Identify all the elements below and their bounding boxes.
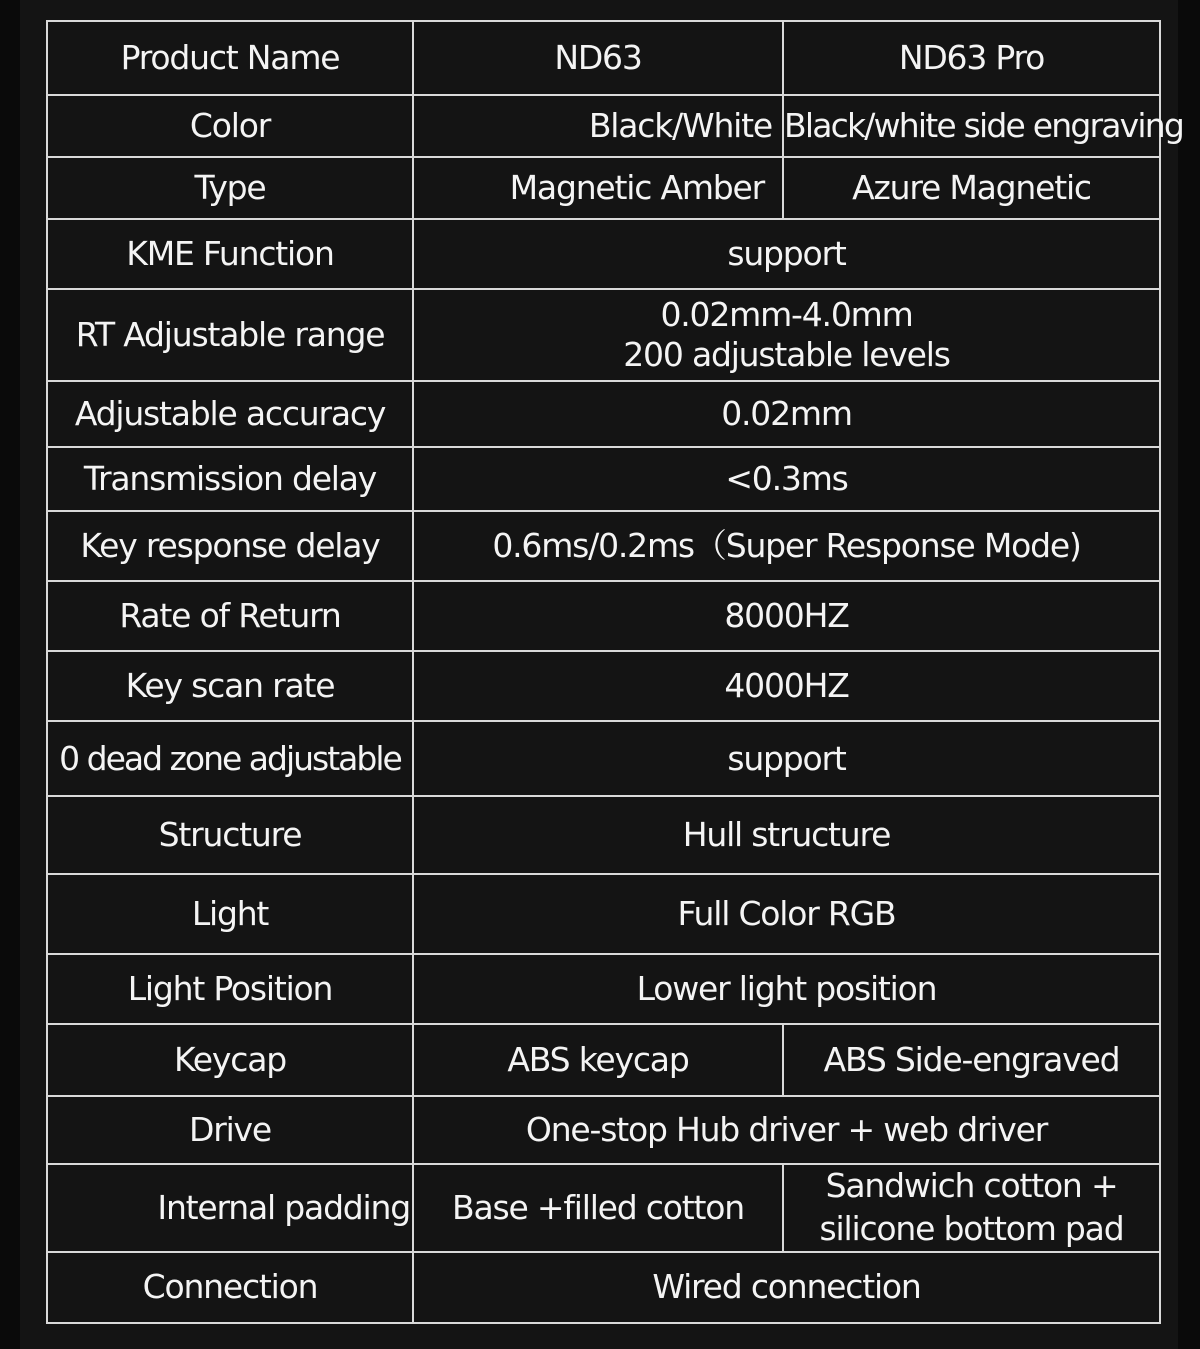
table-row	[47, 511, 1160, 581]
padding-b-line-2: silicone bottom pad	[819, 1208, 1124, 1248]
table-row	[47, 581, 1160, 651]
keycap-a: ABS keycap	[413, 1024, 783, 1096]
spec-table	[46, 20, 1184, 1324]
row-label-light: Light	[47, 874, 413, 954]
color-a: Black/White	[413, 95, 783, 157]
row-label-light-position: Light Position	[47, 954, 413, 1024]
rt-range-line-2: 200 adjustable levels	[623, 335, 950, 374]
table-row	[47, 1096, 1160, 1164]
row-label-accuracy: Adjustable accuracy	[47, 381, 413, 447]
table-row	[47, 796, 1160, 874]
table-row	[47, 1252, 1160, 1323]
row-label-padding: Internal padding	[47, 1164, 413, 1252]
padding-a: Base +filled cotton	[413, 1164, 783, 1252]
type-a: Magnetic Amber	[413, 157, 783, 219]
row-label-scan-rate: Key scan rate	[47, 651, 413, 721]
structure-value: Hull structure	[413, 796, 1160, 874]
return-rate-value: 8000HZ	[413, 581, 1160, 651]
model-a-name: ND63	[413, 21, 783, 95]
model-b-name: ND63 Pro	[783, 21, 1160, 95]
transmission-value: <0.3ms	[413, 447, 1160, 511]
table-row	[47, 874, 1160, 954]
table-row	[47, 95, 1160, 157]
table-row	[47, 157, 1160, 219]
accuracy-value: 0.02mm	[413, 381, 1160, 447]
table-row	[47, 721, 1160, 796]
dead-zone-value: support	[413, 721, 1160, 796]
table-row	[47, 219, 1160, 289]
table-row	[47, 447, 1160, 511]
row-label-rt-range: RT Adjustable range	[47, 289, 413, 381]
table-row	[47, 21, 1160, 95]
table-row	[47, 289, 1160, 381]
row-label-drive: Drive	[47, 1096, 413, 1164]
rt-range-line-1: 0.02mm-4.0mm	[660, 295, 913, 335]
rt-range-value	[413, 289, 1160, 381]
keycap-b: ABS Side-engraved	[783, 1024, 1160, 1096]
padding-b-line-1: Sandwich cotton +	[825, 1166, 1118, 1205]
kme-value: support	[413, 219, 1160, 289]
padding-b	[783, 1164, 1160, 1252]
table-row	[47, 651, 1160, 721]
table-row	[47, 1164, 1160, 1252]
table-row	[47, 1024, 1160, 1096]
row-label-type: Type	[47, 157, 413, 219]
row-label-return-rate: Rate of Return	[47, 581, 413, 651]
type-b: Azure Magnetic	[783, 157, 1160, 219]
connection-value: Wired connection	[413, 1252, 1160, 1323]
scan-rate-value: 4000HZ	[413, 651, 1160, 721]
row-label-transmission: Transmission delay	[47, 447, 413, 511]
row-label-keycap: Keycap	[47, 1024, 413, 1096]
row-label-dead-zone: 0 dead zone adjustable	[47, 721, 413, 796]
color-b: Black/white side engraving	[783, 95, 1160, 157]
row-label-product-name: Product Name	[47, 21, 413, 95]
row-label-color: Color	[47, 95, 413, 157]
row-label-connection: Connection	[47, 1252, 413, 1323]
table-row	[47, 381, 1160, 447]
table-row	[47, 954, 1160, 1024]
drive-value: One-stop Hub driver + web driver	[413, 1096, 1160, 1164]
light-position-value: Lower light position	[413, 954, 1160, 1024]
row-label-response: Key response delay	[47, 511, 413, 581]
row-label-structure: Structure	[47, 796, 413, 874]
row-label-kme: KME Function	[47, 219, 413, 289]
response-value: 0.6ms/0.2ms（Super Response Mode)	[413, 511, 1160, 581]
light-value: Full Color RGB	[413, 874, 1160, 954]
